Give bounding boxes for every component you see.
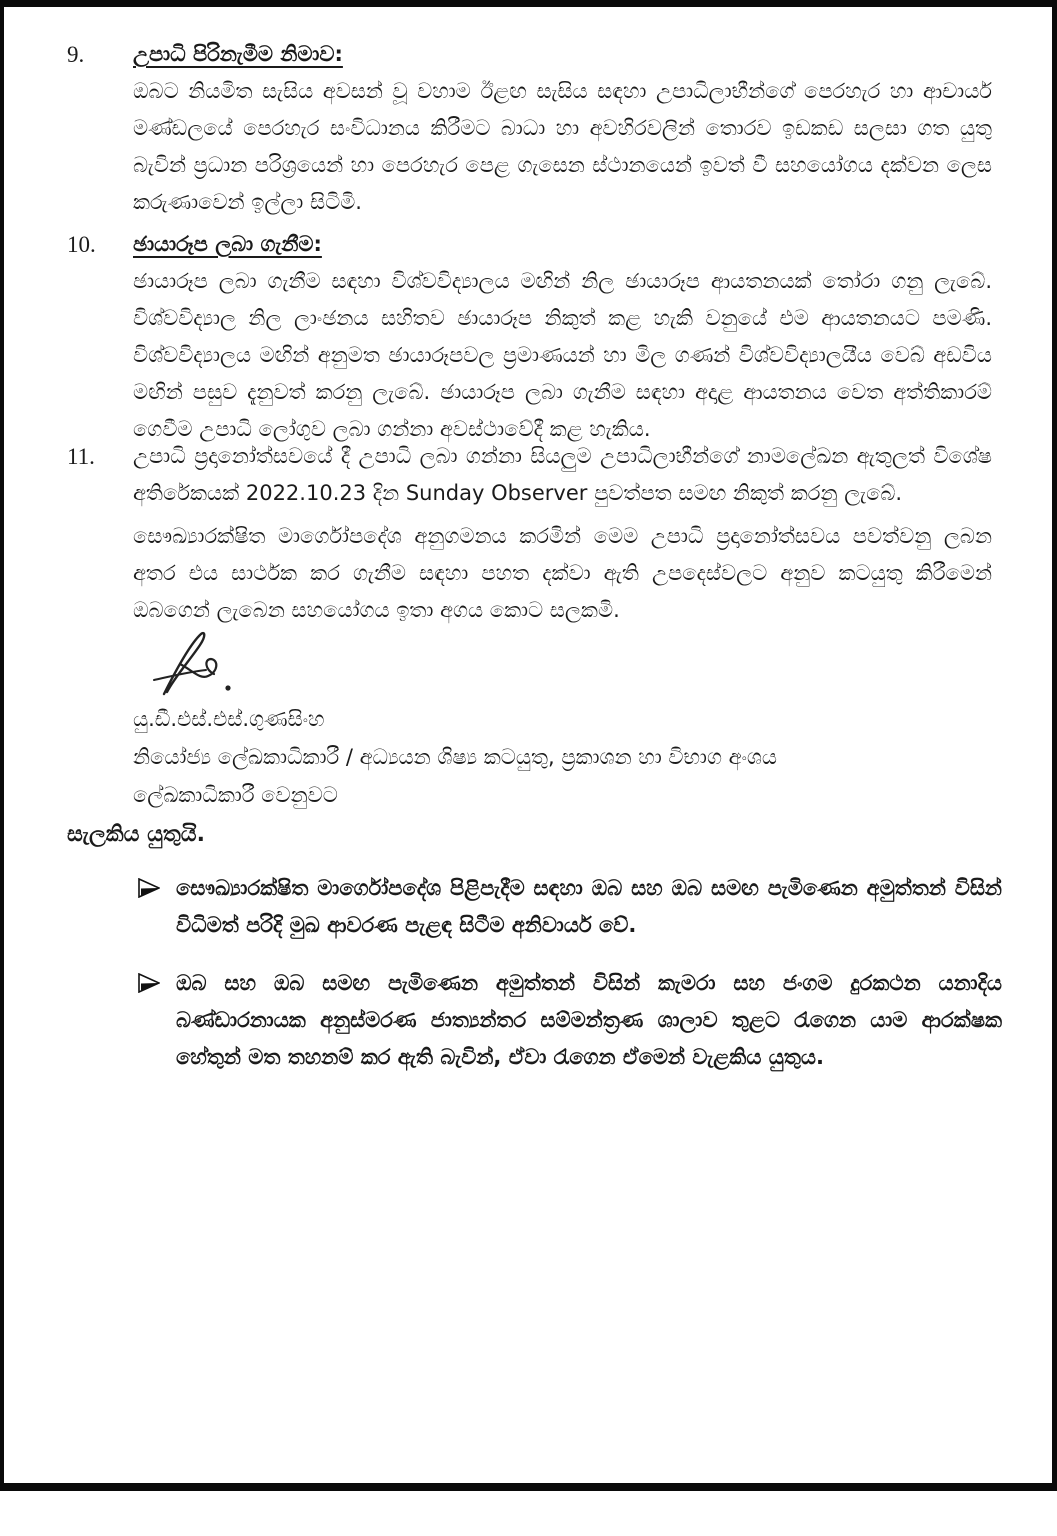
scan-border-bottom: [0, 1483, 1057, 1491]
item-9-body: ඔබට නියමිත සැසිය අවසන් වූ වහාම ඊළඟ සැසිය සඳහා උපාධිලාභීන්ගේ පෙරහැර හා ආචාර්ය මණ්ඩලයේ පෙරහැර සංවිධානය කිරීමට බාධා හා අවහිරවලින් තොරව ඉඩකඩ සලසා ගත යුතු බැවින් ප්‍රධාන පරිශ්‍රයෙන් හා පෙරහැර පෙළ ගැසෙන ස්ථානයෙන් ඉවත් වී සහයෝගය දක්වන ලෙස කරුණාවෙන් ඉල්ලා සිටිමි.: [133, 79, 992, 214]
item-10-number: 10.: [67, 232, 96, 257]
item-9-heading: උපාධි පිරිනැමීම නිමාව:: [133, 42, 343, 66]
arrow-bullet-icon: [138, 870, 160, 903]
signatory-block: [67, 700, 992, 814]
item-10-body: ඡායාරූප ලබා ගැනීම සඳහා විශ්වවිද්‍යාලය මඟින් නිල ඡායාරූප ආයතනයක් තෝරා ගනු ලැබේ. විශ්වවිද්‍යාල නිල ලාංඡනය සහිතව ඡායාරූප නිකුත් කළ හැකි වනුයේ එම ආයතනයට පමණි. විශ්වවිද්‍යාලය මඟින් අනුමත ඡායාරූපවල ප්‍රමාණයන් හා මිල ගණන් විශ්වවිද්‍යාලයීය වෙබ් අඩවිය මඟින් පසුව දැනුවත් කරනු ලැබේ. ඡායාරූප ලබා ගැනීම සඳහා අදාළ ආයතනය වෙත අත්තිකාරම් ගෙවීම උපාධි ලෝගුව ලබා ගන්නා අවස්ථාවේදී කළ හැකිය.: [133, 269, 992, 441]
bullet-1-text: සෞඛ්‍යාරක්ෂිත මාර්ගෝපදේශ පිළිපැදීම සඳහා ඔබ සහ ඔබ සමඟ පැමිණෙන අමුත්තන් විසින් විධිමත් පරිදි මුඛ ආවරණ පැළඳ සිටීම අනිවාර්ය වේ.: [176, 876, 1002, 937]
signatory-on-behalf: ලේඛකාධිකාරී වෙනුවට: [133, 783, 338, 807]
item-11-body: උපාධි ප්‍රදානෝත්සවයේ දී උපාධි ලබා ගන්නා සියලුම උපාධිලාභීන්ගේ නාමලේඛන ඇතුලත් විශේෂ අතිරේකයක් 2022.10.23 දින Sunday Observer පුවත්පත සමඟ නිකුත් කරනු ලැබේ.: [133, 444, 992, 505]
section-note: [67, 816, 992, 853]
signatory-name: යු.ඩී.එස්.එස්.ගුණසිංහ: [133, 707, 325, 731]
arrow-bullet-icon: [138, 965, 160, 998]
item-11-number: 11.: [67, 444, 95, 469]
note-heading: සැලකිය යුතුයි.: [67, 822, 205, 847]
item-9-number: 9.: [67, 42, 85, 67]
section-item-11: [67, 438, 992, 512]
scan-border-right: [1052, 0, 1057, 1491]
bullet-2-text: ඔබ සහ ඔබ සමඟ පැමිණෙන අමුත්තන් විසින් කැමරා සහ ජංගම දුරකථන යනාදිය බණ්ඩාරනායක අනුස්මරණ ජාත්‍යන්තර සම්මන්ත්‍රණ ශාලාව තුළට රැගෙන යාම ආරක්ෂක හේතුන් මත තහනම් කර ඇති බැවින්, ඒවා රැගෙන ඒමෙන් වැළකිය යුතුය.: [176, 971, 1002, 1069]
signatory-title: නියෝජ්‍ය ලේඛකාධිකාරී / අධ්‍යයන ශිෂ්‍ය කටයුතු, ප්‍රකාශන හා විභාග අංශය: [133, 745, 778, 769]
section-item-10: [67, 226, 992, 448]
signature-scribble: [148, 630, 268, 705]
bullet-item-1: [138, 870, 1002, 944]
item-11-body2: සෞඛ්‍යාරක්ෂිත මාර්ගෝපදේශ අනුගමනය කරමින් මෙම උපාධි ප්‍රදානෝත්සවය පවත්වනු ලබන අතර එය සාර්ථක කර ගැනීම සඳහා පහත දක්වා ඇති උපදෙස්වලට අනුව කටයුතු කිරීමෙන් ඔබගෙන් ලැබෙන සහයෝගය ඉතා අගය කොට සලකමි.: [133, 524, 992, 622]
section-item-11-continued: [67, 518, 992, 629]
scan-border-top: [0, 0, 1057, 7]
scan-border-left: [0, 0, 4, 1491]
bullet-item-2: [138, 965, 1002, 1076]
section-item-9: [67, 36, 992, 221]
item-10-heading: ඡායාරූප ලබා ගැනීම:: [133, 232, 322, 256]
